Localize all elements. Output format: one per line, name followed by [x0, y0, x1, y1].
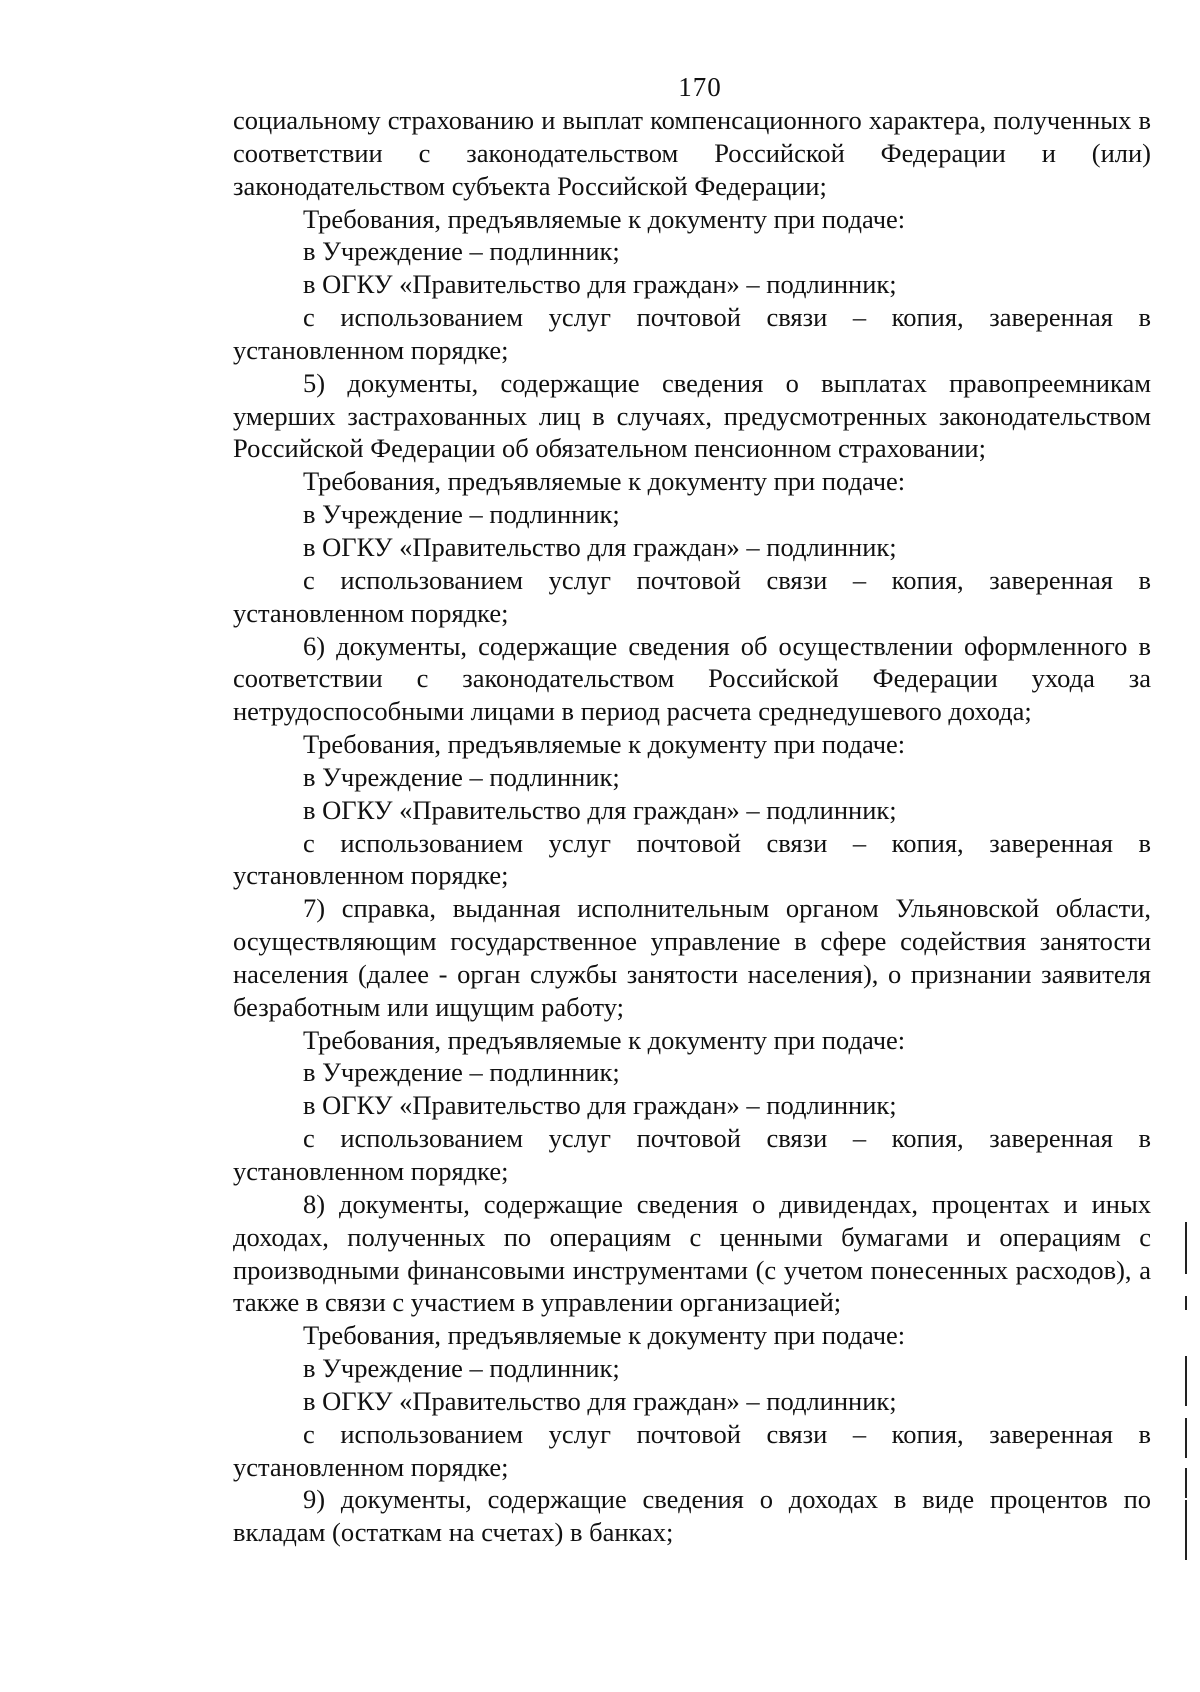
- margin-revision-mark: [1185, 1500, 1187, 1560]
- paragraph: социальному страхованию и выплат компенсационного характера, полученных в соответствии с законодательством Российской Федерации и (или) законодательством субъекта Российской Федерации;: [233, 105, 1151, 201]
- document-body: [233, 104, 1151, 1549]
- margin-revision-mark: [1185, 1222, 1187, 1274]
- paragraph: Требования, предъявляемые к документу при подаче:: [303, 729, 906, 760]
- paragraph: 8) документы, содержащие сведения о дивидендах, процентах и иных доходах, полученных по операциям с ценными бумагами и операциям с производными финансовыми инструментами (с учетом понесенных расходов), а также в связи с участием в управлении организацией;: [233, 1188, 1151, 1318]
- paragraph: в ОГКУ «Правительство для граждан» – подлинник;: [303, 794, 897, 825]
- paragraph: в ОГКУ «Правительство для граждан» – подлинник;: [303, 531, 897, 562]
- margin-revision-mark: [1185, 1468, 1187, 1498]
- paragraph: в Учреждение – подлинник;: [303, 761, 620, 792]
- paragraph: в ОГКУ «Правительство для граждан» – подлинник;: [303, 269, 897, 300]
- paragraph: с использованием услуг почтовой связи – копия, заверенная в установленном порядке;: [233, 302, 1151, 365]
- paragraph: с использованием услуг почтовой связи – копия, заверенная в установленном порядке;: [233, 1123, 1151, 1186]
- paragraph: с использованием услуг почтовой связи – копия, заверенная в установленном порядке;: [233, 1418, 1151, 1482]
- page-number: 170: [678, 72, 722, 102]
- paragraph: в ОГКУ «Правительство для граждан» – подлинник;: [303, 1090, 897, 1121]
- paragraph: в Учреждение – подлинник;: [303, 236, 620, 267]
- margin-revision-mark: [1185, 1296, 1187, 1310]
- paragraph: с использованием услуг почтовой связи – копия, заверенная в установленном порядке;: [233, 564, 1151, 628]
- paragraph: Требования, предъявляемые к документу при подаче:: [303, 1024, 906, 1055]
- paragraph: в ОГКУ «Правительство для граждан» – подлинник;: [303, 1385, 897, 1416]
- paragraph: 5) документы, содержащие сведения о выплатах правопреемникам умерших застрахованных лиц в случаях, предусмотренных законодательством Российской Федерации об обязательном пенсионном страховании;: [233, 367, 1151, 464]
- paragraph: Требования, предъявляемые к документу при подаче:: [303, 466, 906, 497]
- paragraph: Требования, предъявляемые к документу при подаче:: [303, 203, 906, 234]
- paragraph: 6) документы, содержащие сведения об осуществлении оформленного в соответствии с законодательством Российской Федерации ухода за нетрудоспособными лицами в период расчета среднедушевого дохода;: [233, 630, 1151, 727]
- paragraph: 7) справка, выданная исполнительным органом Ульяновской области, осуществляющим государственное управление в сфере содействия занятости населения (далее - орган службы занятости населения), о признании заявителя безработным или ищущим работу;: [233, 893, 1151, 1022]
- paragraph: с использованием услуг почтовой связи – копия, заверенная в установленном порядке;: [233, 827, 1151, 891]
- margin-revision-mark: [1185, 1356, 1187, 1406]
- paragraph: в Учреждение – подлинник;: [303, 1353, 620, 1384]
- paragraph: Требования, предъявляемые к документу при подаче:: [303, 1320, 906, 1351]
- paragraph: в Учреждение – подлинник;: [303, 499, 620, 530]
- paragraph: 9) документы, содержащие сведения о доходах в виде процентов по вкладам (остаткам на счетах) в банках;: [233, 1484, 1151, 1548]
- margin-revision-mark: [1185, 1418, 1187, 1458]
- paragraph: в Учреждение – подлинник;: [303, 1057, 620, 1088]
